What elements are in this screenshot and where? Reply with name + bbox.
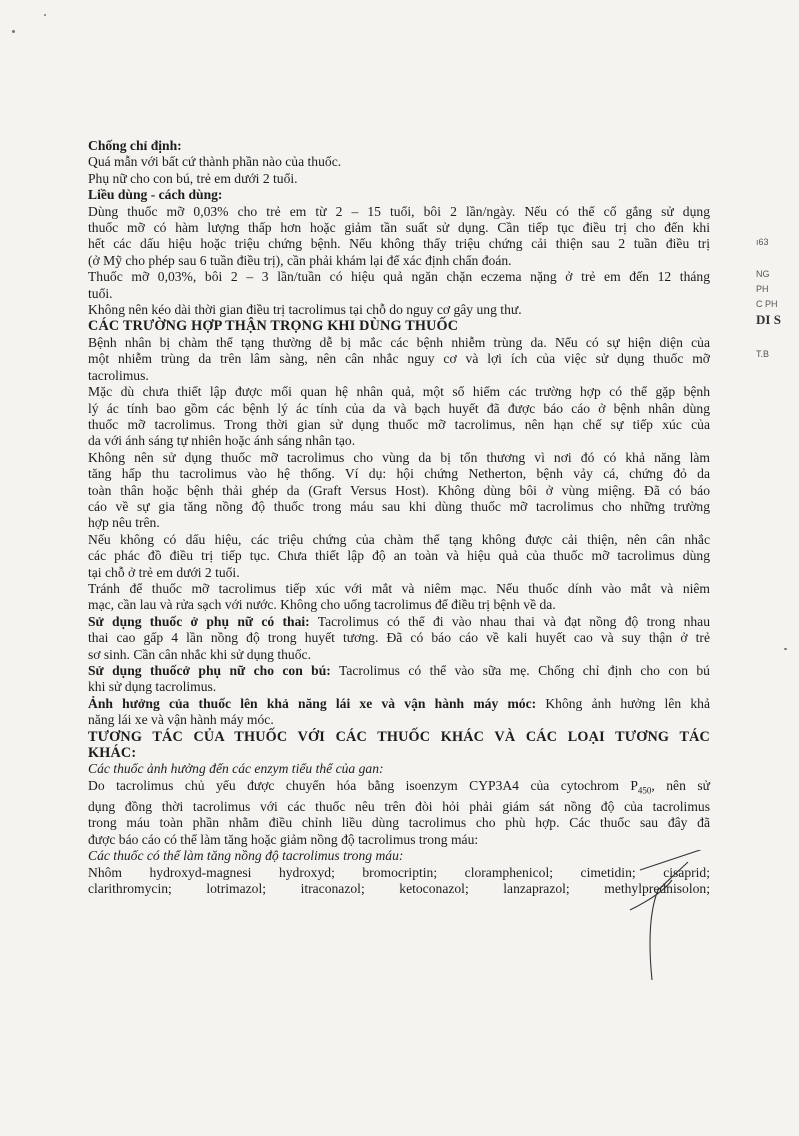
driving-label: Ảnh hưởng của thuốc lên khả năng lái xe và vận hành máy móc:	[88, 695, 537, 711]
interactions-heading-cont: KHÁC:	[88, 745, 137, 762]
precautions-line: Bệnh nhân bị chàm thể tạng thường dễ bị mắc các bệnh nhiễm trùng da. Nếu có sự hiện diện của	[88, 334, 710, 350]
precautions-line: tacrolimus.	[88, 367, 149, 383]
drug-item: itraconazol;	[300, 881, 365, 896]
interactions-line: trong máu toàn phần nhằm điều chỉnh liều dùng tacrolimus cho phù hợp. Các thuốc sau đây đã	[88, 815, 710, 831]
pregnancy-label: Sử dụng thuốc ở phụ nữ có thai:	[88, 613, 310, 629]
edge-fragment-6: T.B	[756, 349, 770, 359]
dosage-line: Dùng thuốc mỡ 0,03% cho trẻ em từ 2 – 15 tuổi, bôi 2 lần/ngày. Nếu có thể cố gắng sử dụng	[88, 203, 710, 219]
precautions-line: các phác đồ điều trị tiếp tục. Chưa thiết lập độ an toàn và hiệu quả của thuốc mỡ tacrolimus dùng	[88, 548, 710, 564]
interactions-line: được báo cáo có thể làm tăng hoặc giảm nồng độ tacrolimus trong máu:	[88, 831, 479, 847]
interactions-line: dụng đồng thời tacrolimus với các thuốc nêu trên đòi hỏi phải giám sát nồng độ của tacrolimus	[88, 798, 710, 814]
interactions-subheading-increase: Các thuốc có thể làm tăng nồng độ tacrolimus trong máu:	[88, 848, 404, 864]
precautions-line: Nếu không có dấu hiệu, các triệu chứng của chàm thể tạng không được cải thiện, nên cân nhắc	[88, 531, 710, 547]
drug-item: cimetidin;	[580, 864, 636, 880]
drug-item: clarithromycin;	[88, 881, 172, 896]
drug-item: Nhôm hydroxyd-magnesi hydroxyd;	[88, 864, 335, 880]
document-page	[88, 138, 710, 897]
lactation-paragraph-first	[88, 663, 710, 679]
drug-item: bromocriptin;	[362, 864, 438, 880]
lactation-line: khi sử dụng tacrolimus.	[88, 679, 217, 695]
edge-fragment-3: PH	[756, 284, 769, 294]
edge-fragment-4: C PH	[756, 299, 778, 309]
dosage-line: thuốc mỡ có hàm lượng thấp hơn hoặc giảm tần suất sử dụng. Cần tiếp tục điều trị cho đến khi	[88, 220, 710, 236]
precautions-heading: CÁC TRƯỜNG HỢP THẬN TRỌNG KHI DÙNG THUỐC	[88, 318, 459, 335]
contraindication-line: Quá mẫn với bất cứ thành phần nào của thuốc.	[88, 154, 342, 170]
edge-fragment-2: NG	[756, 269, 770, 279]
interactions-line	[88, 778, 710, 799]
lactation-label: Sử dụng thuốcở phụ nữ cho con bú:	[88, 663, 331, 678]
p450-subscript: 450	[637, 785, 652, 796]
interactions-heading: TƯƠNG TÁC CỦA THUỐC VỚI CÁC THUỐC KHÁC VÀ CÁC LOẠI TƯƠNG TÁC	[88, 728, 710, 745]
drug-item: lotrimazol;	[206, 881, 267, 896]
precautions-line: toàn thân hoặc bệnh thải ghép da (Graft Versus Host). Không dùng bôi ở vùng miệng. Đã có báo	[88, 482, 710, 498]
pregnancy-paragraph-first	[88, 614, 710, 630]
edge-fragment-5: DI S	[756, 314, 781, 326]
driving-paragraph-first	[88, 696, 710, 712]
precautions-line: thuốc mỡ tacrolimus. Trong thời gian sử dụng thuốc mỡ tacrolimus, nên hạn chế sự tiếp xúc của	[88, 416, 710, 432]
interactions-text: Do tacrolimus chủ yếu được chuyển hóa bằng isoenzym CYP3A4 của cytochrom P	[88, 777, 638, 793]
contraindication-heading: Chống chỉ định:	[88, 138, 182, 153]
dosage-line: Không nên kéo dài thời gian điều trị tacrolimus tại chỗ do nguy cơ gây ung thư.	[88, 302, 522, 318]
handwritten-signature	[600, 850, 720, 990]
driving-line: năng lái xe và vận hành máy móc.	[88, 712, 274, 728]
interactions-subheading: Các thuốc ảnh hưởng đến các enzym tiểu thể của gan:	[88, 761, 384, 777]
drug-item: lanzaprazol;	[503, 881, 570, 896]
precautions-line: lý ác tính bao gồm các bệnh lý ác tính của da và bạch huyết đã được báo cáo ở bệnh nhân dùng	[88, 400, 710, 416]
pregnancy-line: sơ sinh. Cần cân nhắc khi sử dụng thuốc.	[88, 646, 311, 662]
precautions-line: tăng hấp thu tacrolimus vào hệ thống. Ví dụ: hội chứng Netherton, bệnh vảy cá, chứng đỏ da	[88, 466, 710, 482]
drug-item: methylprednisolon;	[604, 881, 710, 896]
precautions-line: Không nên sử dụng thuốc mỡ tacrolimus cho vùng da bị tổn thương vì nơi đó có khả năng làm	[88, 449, 710, 465]
lactation-text: Tacrolimus có thể vào sữa mẹ. Chống chỉ định cho con bú	[330, 663, 710, 678]
dosage-heading: Liều dùng - cách dùng:	[88, 187, 223, 203]
pregnancy-line: thai cao gấp 4 lần nồng độ trong huyết tương. Đã có báo cáo về kali huyết cao và suy thận ở trẻ	[88, 630, 710, 646]
dosage-line: (ở Mỹ cho phép sau 6 tuần điều trị), cần phải khám lại để xác định chẩn đoán.	[88, 252, 512, 268]
precautions-line: da với ánh sáng tự nhiên hoặc ánh sáng nhân tạo.	[88, 433, 356, 449]
precautions-line: Tránh để thuốc mỡ tacrolimus tiếp xúc với mắt và niêm mạc. Nếu thuốc dính vào mắt và niêm	[88, 580, 710, 596]
drug-item: ketoconazol;	[399, 881, 469, 896]
dosage-line: tuổi.	[88, 285, 113, 301]
drug-item: cisaprid;	[663, 864, 710, 880]
interactions-text-tail: , nên sử	[651, 777, 710, 793]
precautions-line: hợp nêu trên.	[88, 515, 160, 531]
drug-item: cloramphenicol;	[464, 864, 553, 880]
pregnancy-text: Tacrolimus có thể đi vào nhau thai và đạt nồng độ trong nhau	[309, 613, 711, 629]
precautions-line: một nhiễm trùng da trên lâm sàng, nên cân nhắc nguy cơ và lợi ích của việc sử dụng thuốc mỡ	[88, 351, 710, 367]
driving-text: Không ảnh hưởng lên khả	[536, 695, 710, 711]
precautions-line: cáo về sự gia tăng nồng độ thuốc trong máu sau khi dùng thuốc mỡ tacrolimus cho những trường	[88, 498, 710, 514]
precautions-line: mạc, cần lau và rửa sạch với nước. Không cho uống tacrolimus để điều trị bệnh về da.	[88, 597, 556, 613]
dosage-line: Thuốc mỡ 0,03%, bôi 2 – 3 lần/tuần có hiệu quả ngăn chặn eczema nặng ở trẻ em đến 12 tháng	[88, 269, 710, 285]
edge-fragment-1: ı63	[756, 237, 769, 247]
precautions-line: tại chỗ ở trẻ em dưới 2 tuổi.	[88, 564, 240, 580]
precautions-line: Mặc dù chưa thiết lập được mối quan hệ nhân quả, một số hiếm các trường hợp có thể gặp bệnh	[88, 384, 710, 400]
contraindication-line: Phụ nữ cho con bú, trẻ em dưới 2 tuổi.	[88, 170, 298, 186]
dosage-line: hết các dấu hiệu hoặc triệu chứng bệnh. Nếu không thấy triệu chứng cải thiện sau 2 tuần điều trị	[88, 236, 710, 252]
